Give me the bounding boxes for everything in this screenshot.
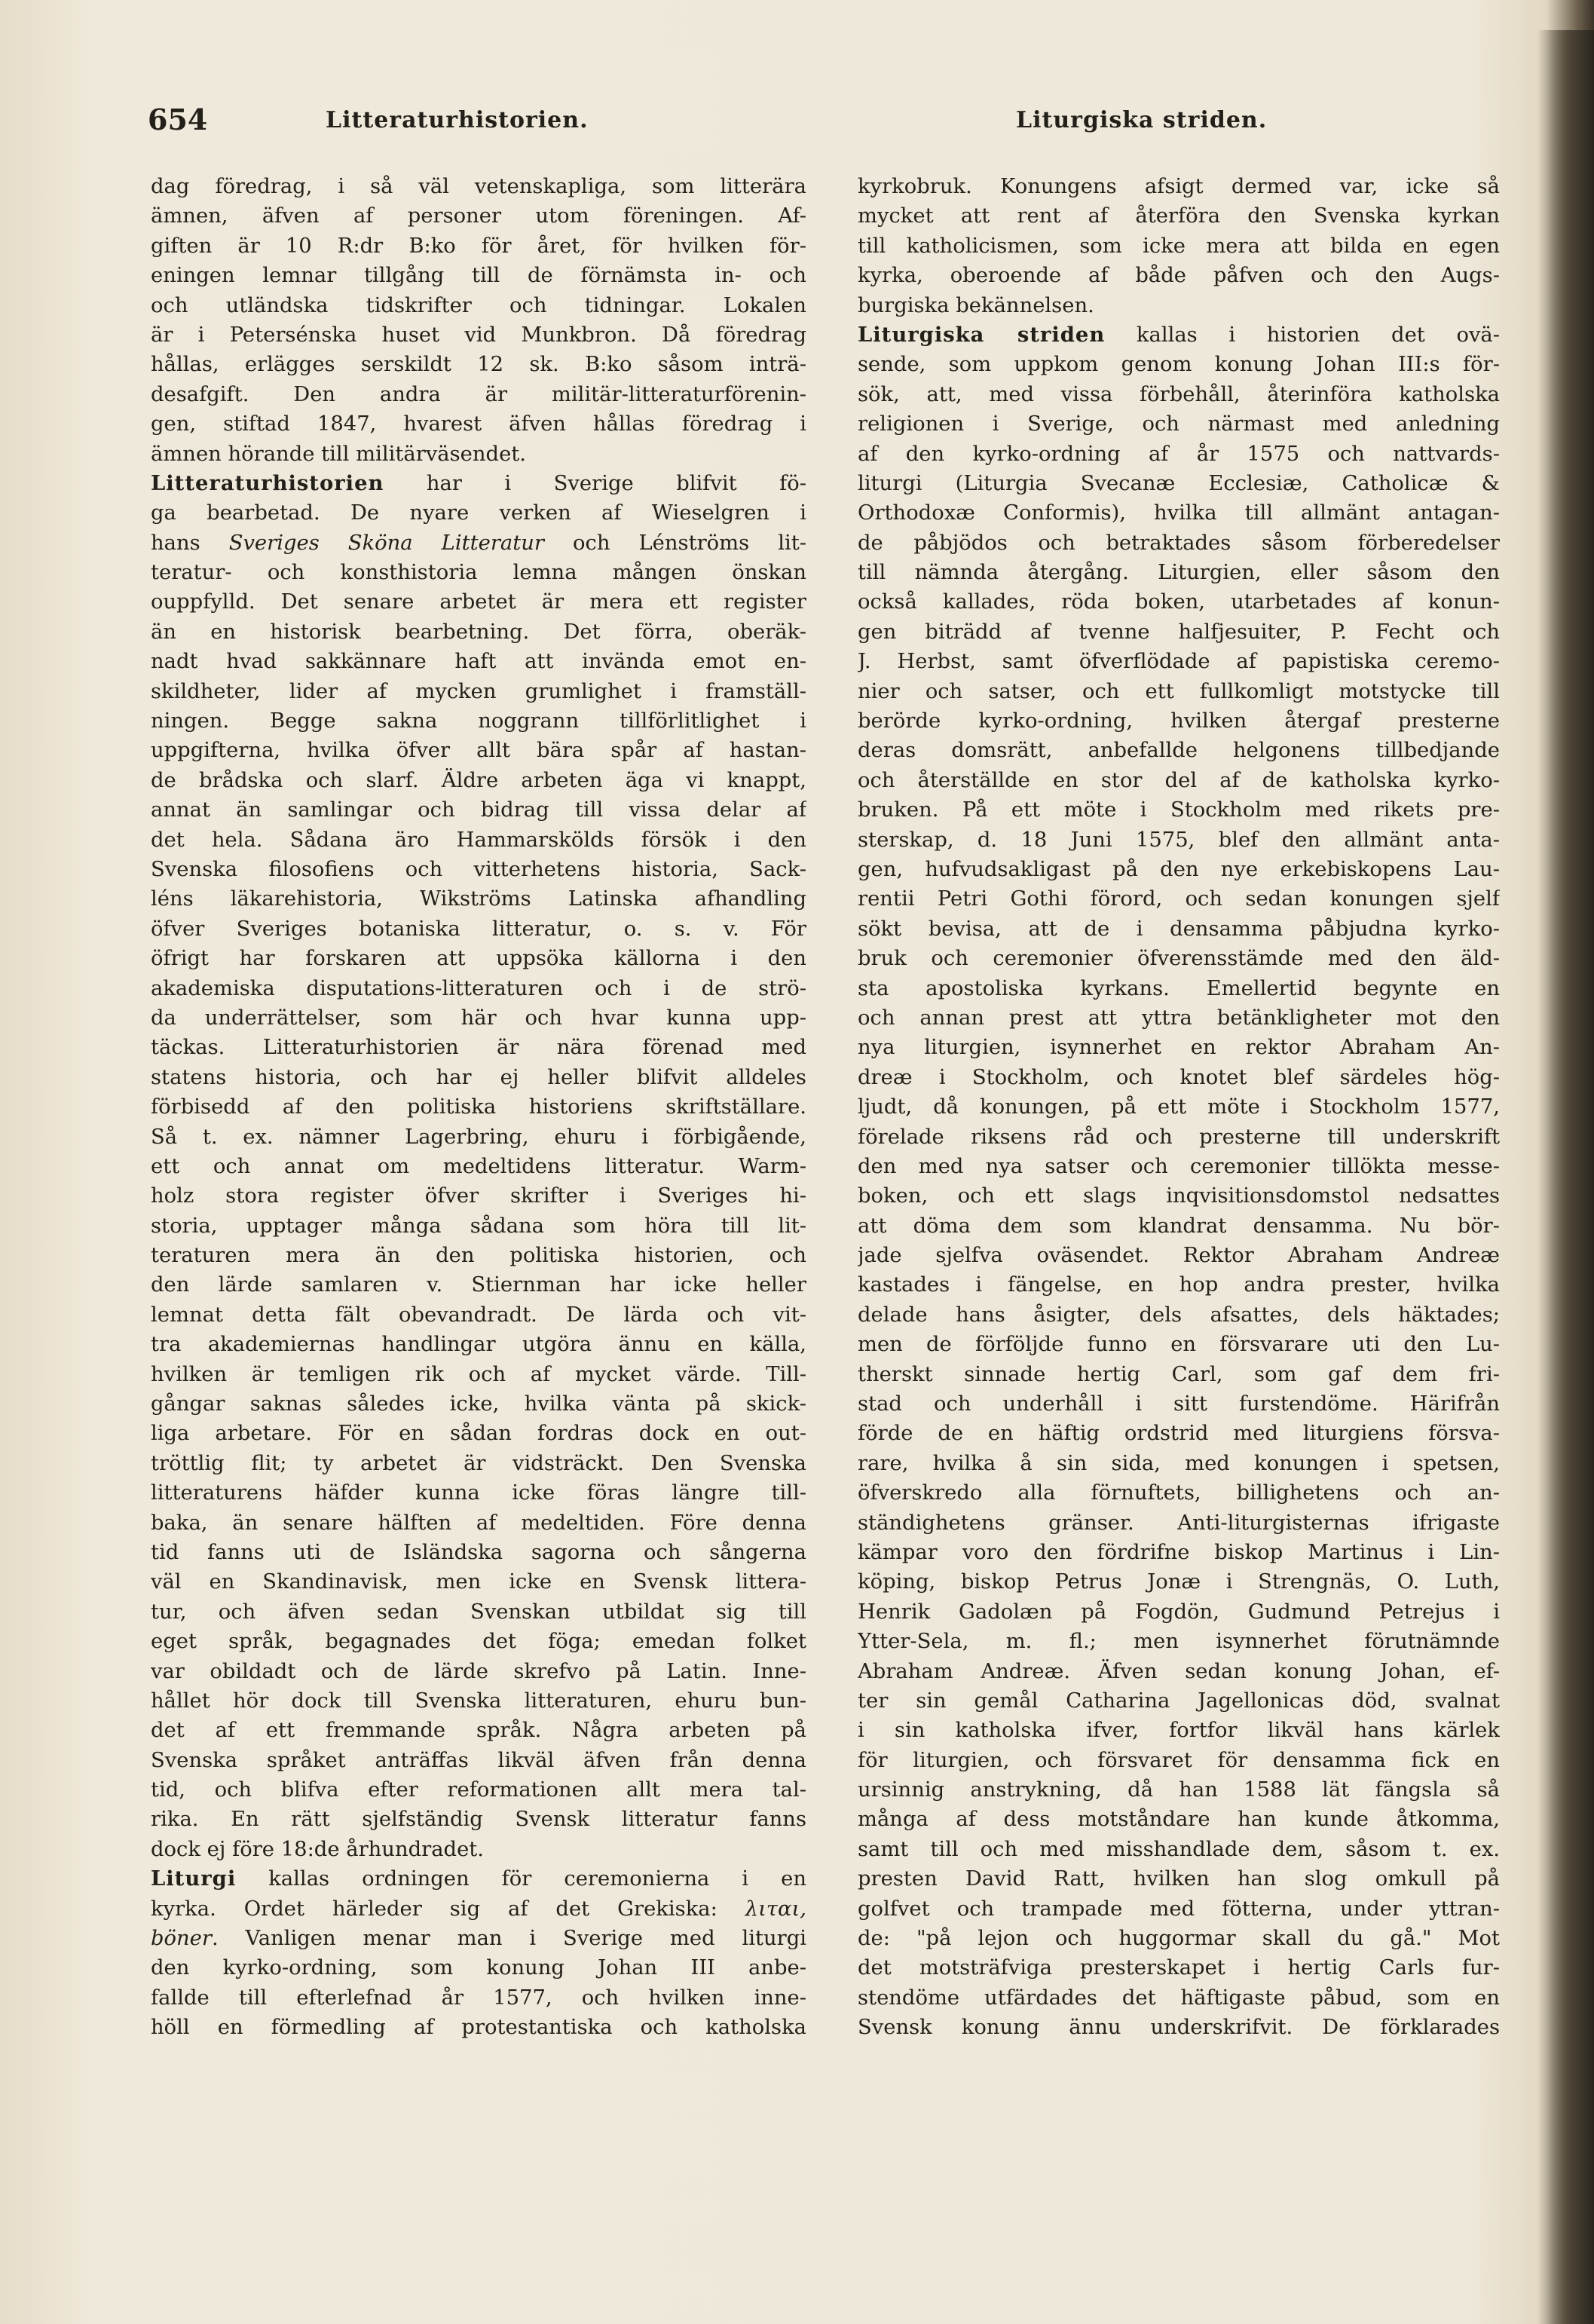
line-text: tid, och blifva efter reformationen allt mera tal-	[151, 1778, 806, 1802]
line-text: kastades i fängelse, en hop andra prester, hvilka	[858, 1273, 1500, 1297]
text-line	[858, 1775, 1500, 1805]
text-line	[151, 1983, 806, 2013]
text-line	[858, 855, 1500, 884]
text-line	[151, 1716, 806, 1745]
line-text: tra akademiernas handlingar utgöra ännu en källa,	[151, 1333, 806, 1357]
text-line	[151, 1567, 806, 1597]
line-text: tid fanns uti de Isländska sagorna och sångerna	[151, 1540, 806, 1564]
line-text: rare, hvilka å sin sida, med konungen i spetsen,	[858, 1451, 1500, 1475]
text-line	[151, 1241, 806, 1270]
text-line	[151, 795, 806, 825]
text-line	[151, 1122, 806, 1152]
line-text: ter sin gemål Catharina Jagellonicas död, svalnat	[858, 1689, 1500, 1713]
text-line	[858, 558, 1500, 587]
line-text: Ytter-Sela, m. fl.; men isynnerhet förutnämnde	[858, 1630, 1500, 1654]
text-line	[151, 1627, 806, 1656]
line-text: Henrik Gadolæn på Fogdön, Gudmund Petrejus i	[858, 1600, 1500, 1624]
text-line	[858, 201, 1500, 231]
text-line	[858, 1508, 1500, 1538]
text-line	[858, 2013, 1500, 2042]
text-line	[151, 1211, 806, 1241]
line-text: bruken. På ett möte i Stockholm med rikets pre-	[858, 798, 1500, 822]
text-line	[151, 1360, 806, 1389]
text-line	[151, 1805, 806, 1834]
line-text: kyrka, oberoende af både påfven och den Augs-	[858, 264, 1500, 288]
page-number: 654	[148, 103, 208, 136]
line-text: kallas ordningen för ceremonierna i en	[236, 1867, 806, 1891]
text-line	[151, 974, 806, 1003]
text-line	[151, 320, 806, 350]
text-line	[858, 261, 1500, 290]
line-text: nier och satser, och ett fullkomligt motstycke till	[858, 679, 1500, 703]
page-edge-shadow	[1537, 30, 1594, 2324]
text-line	[858, 1686, 1500, 1716]
text-line	[858, 172, 1500, 201]
text-line	[151, 1597, 806, 1627]
line-text: nya liturgien, isynnerhet en rektor Abraham An-	[858, 1036, 1500, 1060]
text-line	[151, 469, 806, 498]
line-text: sökt bevisa, att de i densamma påbjudna kyrko-	[858, 917, 1500, 941]
line-text: är i Petersénska huset vid Munkbron. Då föredrag	[151, 323, 806, 347]
line-text: af den kyrko-ordning af år 1575 och nattvards-	[858, 442, 1500, 466]
text-line	[151, 1478, 806, 1508]
line-text: det motsträfviga presterskapet i hertig Carls fur-	[858, 1956, 1500, 1980]
text-line	[858, 944, 1500, 973]
line-text: nadt hvad sakkännare haft att invända emot en-	[151, 650, 806, 674]
line-text: den lärde samlaren v. Stiernman har icke heller	[151, 1273, 806, 1297]
line-text: den med nya satser och ceremonier tillökta messe-	[858, 1154, 1500, 1178]
text-line	[858, 1092, 1500, 1122]
text-line	[858, 1657, 1500, 1686]
line-text: liturgi (Liturgia Svecanæ Ecclesiæ, Catholicæ &	[858, 471, 1500, 495]
italic-text: Sveriges Sköna Litteratur	[228, 531, 544, 555]
text-line	[858, 291, 1500, 320]
line-text: kyrkobruk. Konungens afsigt dermed var, icke så	[858, 175, 1500, 198]
line-text: jade sjelfva oväsendet. Rektor Abraham Andreæ	[858, 1244, 1500, 1268]
line-text: holz stora register öfver skrifter i Sveriges hi-	[151, 1184, 806, 1208]
text-line	[858, 1567, 1500, 1597]
text-line	[858, 1478, 1500, 1508]
text-line	[151, 1270, 806, 1300]
text-line	[151, 172, 806, 201]
text-line	[858, 825, 1500, 855]
text-line	[151, 231, 806, 261]
line-text: berörde kyrko-ordning, hvilken återgaf presterne	[858, 709, 1500, 733]
text-line	[151, 558, 806, 587]
text-line	[151, 706, 806, 736]
line-text: öfverskredo alla förnuftets, billighetens och an-	[858, 1481, 1500, 1505]
text-line	[151, 1924, 806, 1953]
line-text: gångar saknas således icke, hvilka vänta på skick-	[151, 1392, 806, 1416]
running-head-right: Liturgiska striden.	[1016, 107, 1268, 133]
text-line	[151, 261, 806, 290]
line-text: gen biträdd af tvenne halfjesuiter, P. Fecht och	[858, 620, 1500, 644]
text-line	[858, 409, 1500, 439]
text-line	[151, 1419, 806, 1448]
line-text: och återställde en stor del af de katholska kyrko-	[858, 768, 1500, 792]
line-text: tur, och äfven sedan Svenskan utbildat sig till	[151, 1600, 806, 1624]
text-line	[858, 1122, 1500, 1152]
text-line	[151, 1746, 806, 1775]
line-text: men de förföljde funno en försvarare uti den Lu-	[858, 1333, 1500, 1357]
text-line	[151, 409, 806, 439]
line-text: stad och underhåll i sitt furstendöme. Härifrån	[858, 1392, 1500, 1416]
text-line	[858, 1152, 1500, 1181]
text-line	[858, 469, 1500, 498]
text-line	[858, 1360, 1500, 1389]
line-text: akademiska disputations-litteraturen och i de strö-	[151, 976, 806, 1000]
text-line	[151, 1953, 806, 1983]
text-line	[858, 1419, 1500, 1448]
text-line	[858, 1627, 1500, 1656]
text-line	[858, 528, 1500, 558]
line-text: hållet hör dock till Svenska litteraturen, ehuru bun-	[151, 1689, 806, 1713]
text-line	[151, 1389, 806, 1419]
line-text: ständighetens gränser. Anti-liturgisternas ifrigaste	[858, 1511, 1500, 1535]
line-text: deras domsrätt, anbefallde helgonens tillbedjande	[858, 739, 1500, 763]
text-line	[151, 1181, 806, 1211]
text-line	[858, 1983, 1500, 2013]
text-line	[858, 1716, 1500, 1745]
text-line	[858, 1063, 1500, 1092]
text-line	[858, 1181, 1500, 1211]
line-text: ljudt, då konungen, på ett möte i Stockholm 1577,	[858, 1095, 1500, 1119]
line-text: Svensk konung ännu underskrifvit. De förklarades	[858, 2016, 1500, 2040]
line-text: bruk och ceremonier öfverensstämde med den äld-	[858, 947, 1500, 971]
line-text: rentii Petri Gothi förord, och sedan konungen sjelf	[858, 887, 1500, 911]
line-text: eningen lemnar tillgång till de förnämsta in- och	[151, 264, 806, 288]
text-line	[858, 587, 1500, 617]
line-text: léns läkarehistoria, Wikströms Latinska afhandling	[151, 887, 806, 911]
text-line	[858, 766, 1500, 795]
text-line	[151, 766, 806, 795]
line-text: många af dess motståndare han kunde åtkomma,	[858, 1808, 1500, 1832]
text-line	[151, 1063, 806, 1092]
line-text: therskt sinnade hertig Carl, som gaf dem fri-	[858, 1362, 1500, 1386]
text-line	[151, 825, 806, 855]
line-text: uppgifterna, hvilka öfver allt bära spår af hastan-	[151, 739, 806, 763]
line-text: gen, hufvudsakligast på den nye erkebiskopens Lau-	[858, 857, 1500, 881]
line-text: religionen i Sverige, och närmast med anledning	[858, 412, 1500, 436]
line-text: till katholicismen, som icke mera att bilda en egen	[858, 234, 1500, 258]
line-text: höll en förmedling af protestantiska och katholska	[151, 2016, 806, 2040]
line-text: skildheter, lider af mycken grumlighet i framställ-	[151, 679, 806, 703]
entry-keyword: Liturgi	[151, 1866, 237, 1891]
line-text: sterskap, d. 18 Juni 1575, blef den allmänt anta-	[858, 828, 1500, 852]
line-text: mycket att rent af återföra den Svenska kyrkan	[858, 204, 1500, 228]
text-line	[151, 914, 806, 944]
line-text: att döma dem som klandrat densamma. Nu bör-	[858, 1214, 1500, 1238]
text-line	[151, 677, 806, 706]
text-line	[858, 1449, 1500, 1478]
line-text: och annan prest att yttra betänkligheter mot den	[858, 1006, 1500, 1030]
line-text: rika. En rätt sjelfständig Svensk litteratur fanns	[151, 1808, 806, 1832]
running-head-left: Litteraturhistorien.	[326, 107, 589, 133]
line-text: i sin katholska ifver, fortfor likväl hans kärlek	[858, 1719, 1500, 1743]
text-line	[858, 1241, 1500, 1270]
line-text: delade hans åsigter, dels afsattes, dels häktades;	[858, 1303, 1500, 1327]
text-line	[858, 1805, 1500, 1834]
line-text: lemnat detta fält obevandradt. De lärda och vit-	[151, 1303, 806, 1327]
line-text: kallas i historien det ovä-	[1105, 323, 1500, 347]
line-text: liga arbetare. För en sådan fordras dock en out-	[151, 1422, 806, 1446]
line-text: köping, biskop Petrus Jonæ i Strengnäs, O. Luth,	[858, 1570, 1500, 1594]
text-line	[151, 2013, 806, 2042]
text-line	[858, 439, 1500, 469]
line-text-continued: och Lénströms lit-	[543, 531, 806, 555]
line-text: boken, och ett slags inqvisitionsdomstol nedsattes	[858, 1184, 1500, 1208]
text-line	[858, 1300, 1500, 1330]
text-line	[858, 1597, 1500, 1627]
text-line	[151, 884, 806, 914]
line-text: öfver Sveriges botaniska litteratur, o. s. v. För	[151, 917, 806, 941]
text-line	[858, 380, 1500, 409]
text-line	[151, 350, 806, 379]
line-text: de brådska och slarf. Äldre arbeten äga vi knappt,	[151, 768, 806, 792]
text-line	[151, 1775, 806, 1805]
text-line	[858, 1538, 1500, 1567]
line-text: golfvet och trampade med fötterna, under yttran-	[858, 1897, 1500, 1921]
line-text: förelade riksens råd och presterne till underskrift	[858, 1125, 1500, 1149]
line-text: gen, stiftad 1847, hvarest äfven hållas föredrag i	[151, 412, 806, 436]
text-line	[858, 1924, 1500, 1953]
line-text: Så t. ex. nämner Lagerbring, ehuru i förbigående,	[151, 1125, 806, 1149]
line-text: dreæ i Stockholm, och knotet blef särdeles hög-	[858, 1065, 1500, 1089]
text-line	[151, 1330, 806, 1359]
line-text: öfrigt har forskaren att uppsöka källorna i den	[151, 947, 806, 971]
line-text: J. Herbst, samt öfverflödade af papistiska ceremo-	[858, 650, 1500, 674]
line-text: förde de en häftig ordstrid med liturgiens försva-	[858, 1422, 1500, 1446]
left-column	[151, 172, 806, 2043]
text-line	[858, 1211, 1500, 1241]
text-line	[151, 1864, 806, 1894]
text-line	[151, 647, 806, 676]
line-text: sök, att, med vissa förbehåll, återinföra katholska	[858, 382, 1500, 406]
text-line	[858, 1894, 1500, 1924]
text-line	[151, 1449, 806, 1478]
line-text: de påbjödos och betraktades såsom förberedelser	[858, 531, 1500, 555]
text-line	[151, 1894, 806, 1924]
line-text: den kyrko-ordning, som konung Johan III anbe-	[151, 1956, 806, 1980]
line-text: teraturen mera än den politiska historien, och	[151, 1244, 806, 1268]
line-text: sende, som uppkom genom konung Johan III:s för-	[858, 353, 1500, 377]
line-text: kyrka. Ordet härleder sig af det Grekiska:	[151, 1897, 745, 1921]
line-text: ett och annat om medeltidens litteratur. Warm-	[151, 1154, 806, 1178]
text-line	[151, 1508, 806, 1538]
text-line	[858, 320, 1500, 350]
line-text: ga bearbetad. De nyare verken af Wieselgren i	[151, 501, 806, 525]
line-text: förbisedd af den politiska historiens skriftställare.	[151, 1095, 806, 1119]
line-text: till nämnda återgång. Liturgien, eller såsom den	[858, 561, 1500, 585]
text-line	[151, 498, 806, 528]
line-text: giften är 10 R:dr B:ko för året, för hvilken för-	[151, 234, 806, 258]
page-header	[148, 103, 1534, 149]
line-text: än en historisk bearbetning. Det förra, oberäk-	[151, 620, 806, 644]
line-text: teratur- och konsthistoria lemna mången önskan	[151, 561, 806, 585]
text-line	[151, 736, 806, 765]
line-text: hvilken är temligen rik och af mycket värde. Till-	[151, 1362, 806, 1386]
text-line	[151, 855, 806, 884]
text-line	[151, 1152, 806, 1181]
line-text: hållas, erlägges serskildt 12 sk. B:ko såsom inträ-	[151, 353, 806, 377]
line-text: burgiska bekännelsen.	[858, 293, 1094, 317]
text-line	[151, 1835, 806, 1864]
text-line	[151, 587, 806, 617]
line-text: täckas. Litteraturhistorien är nära förenad med	[151, 1036, 806, 1060]
text-line	[151, 439, 806, 469]
line-text: statens historia, och har ej heller blifvit alldeles	[151, 1065, 806, 1089]
text-line	[151, 201, 806, 231]
text-line	[858, 1953, 1500, 1983]
line-text: de: "på lejon och huggormar skall du gå." Mot	[858, 1927, 1500, 1951]
text-line	[151, 1092, 806, 1122]
line-text: Svenska språket anträffas likväl äfven från denna	[151, 1748, 806, 1772]
text-line	[858, 1746, 1500, 1775]
line-text: storia, upptager många sådana som höra till lit-	[151, 1214, 806, 1238]
text-line	[858, 677, 1500, 706]
line-text: ouppfylld. Det senare arbetet är mera ett register	[151, 590, 806, 614]
line-text: dock ej före 18:de århundradet.	[151, 1837, 485, 1861]
text-line	[151, 291, 806, 320]
line-text: da underrättelser, som här och hvar kunna upp-	[151, 1006, 806, 1030]
line-text: var obildadt och de lärde skrefvo på Latin. Inne-	[151, 1659, 806, 1683]
line-text: sta apostoliska kyrkans. Emellertid begynte en	[858, 976, 1500, 1000]
text-line	[151, 1300, 806, 1330]
text-line	[858, 617, 1500, 647]
line-text: det af ett fremmande språk. Några arbeten på	[151, 1719, 806, 1743]
right-column	[858, 172, 1500, 2043]
entry-keyword: Liturgiska striden	[858, 322, 1106, 347]
line-text: samt till och med misshandlade dem, såsom t. ex.	[858, 1837, 1500, 1861]
line-text: det hela. Sådana äro Hammarskölds försök i den	[151, 828, 806, 852]
text-line	[858, 736, 1500, 765]
line-text: Orthodoxæ Conformis), hvilka till allmänt antagan-	[858, 501, 1500, 525]
text-line	[858, 884, 1500, 914]
line-text: litteraturens häfder kunna icke föras längre till-	[151, 1481, 806, 1505]
line-text: hans	[151, 531, 229, 555]
line-text: dag föredrag, i så väl vetenskapliga, som litterära	[151, 175, 806, 198]
text-line	[858, 795, 1500, 825]
text-line	[858, 1389, 1500, 1419]
text-line	[151, 944, 806, 973]
line-text: stendöme utfärdades det häftigaste påbud, som en	[858, 1986, 1500, 2010]
text-line	[858, 498, 1500, 528]
text-line	[858, 231, 1500, 261]
line-text: för liturgien, och försvaret för densamma fick en	[858, 1748, 1500, 1772]
text-line	[858, 706, 1500, 736]
text-line	[858, 914, 1500, 944]
text-line	[858, 1270, 1500, 1300]
line-text: ämnen, äfven af personer utom föreningen. Af-	[151, 204, 806, 228]
text-line	[151, 1003, 806, 1033]
text-line	[151, 380, 806, 409]
text-line	[858, 1835, 1500, 1864]
line-text: eget språk, begagnades det föga; emedan folket	[151, 1630, 806, 1654]
line-text: Abraham Andreæ. Äfven sedan konung Johan, ef-	[858, 1659, 1500, 1683]
text-line	[151, 1033, 806, 1062]
entry-keyword: Litteraturhistorien	[151, 470, 384, 495]
line-text: ningen. Begge sakna noggrann tillförlitlighet i	[151, 709, 806, 733]
line-text: Svenska filosofiens och vitterhetens historia, Sack-	[151, 857, 806, 881]
line-text: också kallades, röda boken, utarbetades af konun-	[858, 590, 1500, 614]
line-text: annat än samlingar och bidrag till vissa delar af	[151, 798, 806, 822]
line-text: kämpar voro den fördrifne biskop Martinus i Lin-	[858, 1540, 1500, 1564]
line-text: väl en Skandinavisk, men icke en Svensk littera-	[151, 1570, 806, 1594]
line-text: presten David Ratt, hvilken han slog omkull på	[858, 1867, 1500, 1891]
text-line	[858, 647, 1500, 676]
line-text: och utländska tidskrifter och tidningar. Lokalen	[151, 293, 806, 317]
line-text: baka, än senare hälften af medeltiden. Före denna	[151, 1511, 806, 1535]
line-text: ämnen hörande till militärväsendet.	[151, 442, 526, 466]
text-line	[858, 1864, 1500, 1894]
text-line	[151, 1657, 806, 1686]
italic-text: λιται,	[745, 1897, 806, 1921]
line-text: desafgift. Den andra är militär-litteraturförenin-	[151, 382, 806, 406]
text-line	[151, 617, 806, 647]
text-line	[151, 1686, 806, 1716]
line-text: har i Sverige blifvit fö-	[384, 471, 806, 495]
text-line	[858, 350, 1500, 379]
text-line	[151, 1538, 806, 1567]
line-text: ursinnig anstrykning, då han 1588 lät fängsla så	[858, 1778, 1500, 1802]
text-line	[858, 974, 1500, 1003]
text-line	[151, 528, 806, 558]
italic-text: böner	[151, 1927, 212, 1951]
text-line	[858, 1003, 1500, 1033]
text-line	[858, 1033, 1500, 1062]
line-text: fallde till efterlefnad år 1577, och hvilken inne-	[151, 1986, 806, 2010]
line-text-continued: . Vanligen menar man i Sverige med liturgi	[211, 1927, 806, 1951]
text-line	[858, 1330, 1500, 1359]
line-text: tröttlig flit; ty arbetet är vidsträckt. Den Svenska	[151, 1451, 806, 1475]
